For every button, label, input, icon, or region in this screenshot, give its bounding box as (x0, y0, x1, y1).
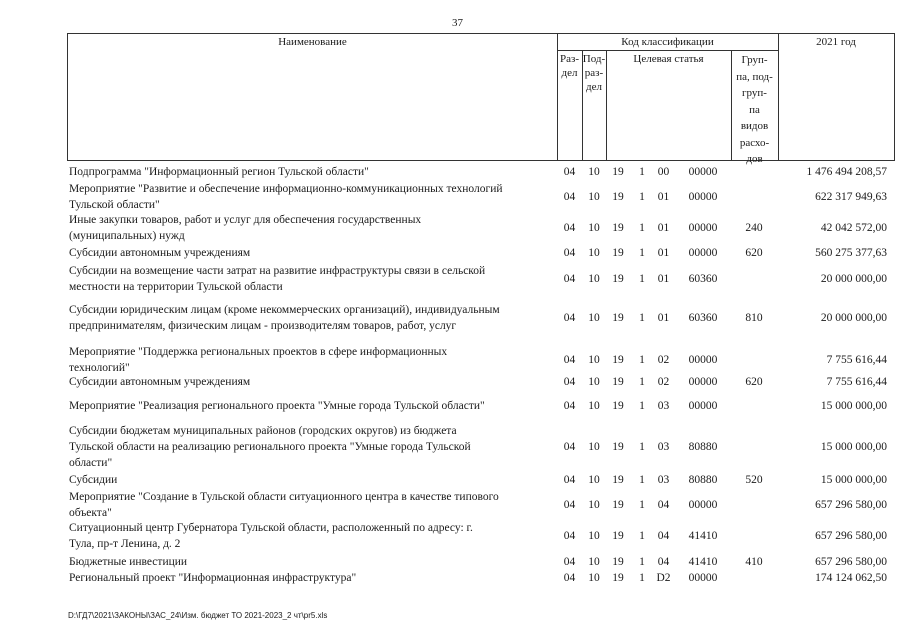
code-target-direction: 60360 (688, 312, 718, 324)
row-name (69, 489, 557, 521)
row-name-line: Субсидии бюджетам муниципальных районов (городских округов) из бюджета (69, 425, 457, 437)
code-expense-type: 620 (745, 247, 763, 259)
code-razdel: 04 (563, 354, 576, 366)
code-target-event: 02 (657, 354, 670, 366)
code-razdel: 04 (563, 222, 576, 234)
table-row (0, 570, 905, 586)
row-name-line: Мероприятие "Создание в Тульской области ситуационного центра в качестве типового (69, 491, 499, 503)
row-amount: 42 042 572,00 (820, 222, 887, 234)
code-podrazdel: 10 (588, 441, 600, 453)
code-target-subprogram: 1 (639, 247, 645, 259)
table-row (0, 398, 905, 414)
row-amount: 174 124 062,50 (815, 572, 887, 584)
code-razdel: 04 (563, 273, 576, 285)
row-name (69, 212, 557, 244)
code-target-program: 19 (612, 312, 624, 324)
code-target-direction: 00000 (688, 354, 718, 366)
row-name (69, 302, 557, 334)
code-target-event: 01 (657, 273, 670, 285)
row-name (69, 263, 557, 295)
table-row (0, 164, 905, 180)
code-target-direction: 60360 (688, 273, 718, 285)
code-razdel: 04 (563, 376, 576, 388)
row-name-line: Подпрограмма "Информационный регион Тульской области" (69, 166, 369, 178)
row-name (69, 245, 557, 261)
code-razdel: 04 (563, 247, 576, 259)
code-target-subprogram: 1 (639, 556, 645, 568)
code-target-direction: 00000 (688, 166, 718, 178)
header-code-group: Код классификации (621, 36, 714, 48)
row-amount: 657 296 580,00 (815, 499, 887, 511)
code-target-subprogram: 1 (639, 474, 645, 486)
row-amount: 560 275 377,63 (815, 247, 887, 259)
row-amount: 20 000 000,00 (820, 312, 887, 324)
code-target-direction: 41410 (688, 530, 718, 542)
header-name-col: Наименование (278, 36, 347, 48)
row-name (69, 164, 557, 180)
page-number: 37 (452, 17, 463, 29)
code-razdel: 04 (563, 499, 576, 511)
code-target-subprogram: 1 (639, 400, 645, 412)
code-podrazdel: 10 (588, 312, 600, 324)
code-target-direction: 00000 (688, 572, 718, 584)
row-name (69, 398, 557, 414)
code-target-program: 19 (612, 499, 624, 511)
row-name-line: Мероприятие "Реализация регионального проекта "Умные города Тульской области" (69, 400, 485, 412)
code-target-event: 04 (657, 530, 670, 542)
code-target-direction: 00000 (688, 222, 718, 234)
row-name (69, 181, 557, 213)
row-name-line: Бюджетные инвестиции (69, 556, 188, 568)
header-razdel: Раз- дел (559, 53, 579, 79)
table-row (0, 181, 905, 213)
code-target-event: 01 (657, 191, 670, 203)
table-row (0, 554, 905, 570)
table-row (0, 374, 905, 390)
row-amount: 622 317 949,63 (815, 191, 887, 203)
row-name-line: технологий" (69, 362, 130, 374)
header-divider (778, 34, 779, 160)
code-target-subprogram: 1 (639, 166, 645, 178)
code-target-event: 03 (657, 400, 670, 412)
header-target: Целевая статья (633, 53, 704, 65)
row-amount: 657 296 580,00 (815, 556, 887, 568)
table-row (0, 520, 905, 552)
row-name-line: Тула, пр-т Ленина, д. 2 (69, 538, 181, 550)
table-header (67, 33, 895, 165)
code-target-event: 00 (657, 166, 670, 178)
row-name (69, 520, 557, 552)
code-target-program: 19 (612, 166, 624, 178)
code-podrazdel: 10 (588, 354, 600, 366)
code-target-direction: 00000 (688, 191, 718, 203)
code-target-direction: 00000 (688, 499, 718, 511)
code-target-program: 19 (612, 400, 624, 412)
row-name-line: Мероприятие "Поддержка региональных проектов в сфере информационных (69, 346, 448, 358)
code-podrazdel: 10 (588, 191, 600, 203)
code-razdel: 04 (563, 441, 576, 453)
code-target-program: 19 (612, 474, 624, 486)
code-podrazdel: 10 (588, 530, 600, 542)
code-target-program: 19 (612, 222, 624, 234)
code-razdel: 04 (563, 556, 576, 568)
code-podrazdel: 10 (588, 166, 600, 178)
code-razdel: 04 (563, 572, 576, 584)
code-target-event: 01 (657, 247, 670, 259)
row-name-line: объекта" (69, 507, 112, 519)
row-name-line: Ситуационный центр Губернатора Тульской области, расположенный по адресу: г. (69, 522, 473, 534)
code-target-subprogram: 1 (639, 222, 645, 234)
code-razdel: 04 (563, 530, 576, 542)
code-target-program: 19 (612, 441, 624, 453)
code-target-direction: 00000 (688, 376, 718, 388)
header-year-col: 2021 год (816, 36, 856, 48)
row-amount: 657 296 580,00 (815, 530, 887, 542)
code-target-subprogram: 1 (639, 191, 645, 203)
row-name-line: Субсидии на возмещение части затрат на развитие инфраструктуры связи в сельской (69, 265, 486, 277)
row-name-line: местности на территории Тульской области (69, 281, 283, 293)
code-podrazdel: 10 (588, 400, 600, 412)
code-target-direction: 80880 (688, 474, 718, 486)
row-amount: 15 000 000,00 (820, 441, 887, 453)
code-target-subprogram: 1 (639, 441, 645, 453)
row-amount: 1 476 494 208,57 (806, 166, 887, 178)
row-amount: 20 000 000,00 (820, 273, 887, 285)
row-name-line: области" (69, 457, 113, 469)
code-podrazdel: 10 (588, 273, 600, 285)
code-target-program: 19 (612, 354, 624, 366)
table-row (0, 489, 905, 521)
code-podrazdel: 10 (588, 556, 600, 568)
code-razdel: 04 (563, 400, 576, 412)
row-name-line: Региональный проект "Информационная инфраструктура" (69, 572, 357, 584)
code-target-event: 02 (657, 376, 670, 388)
code-target-direction: 00000 (688, 400, 718, 412)
code-target-program: 19 (612, 556, 624, 568)
code-target-subprogram: 1 (639, 354, 645, 366)
code-target-event: D2 (656, 572, 671, 584)
code-target-subprogram: 1 (639, 499, 645, 511)
code-target-subprogram: 1 (639, 376, 645, 388)
code-podrazdel: 10 (588, 247, 600, 259)
row-name-line: (муниципальных) нужд (69, 230, 185, 242)
code-target-event: 03 (657, 441, 670, 453)
header-vid: Груп- па, под- груп- па видов расхо- дов (736, 54, 773, 165)
row-name-line: Субсидии автономным учреждениям (69, 376, 251, 388)
code-target-program: 19 (612, 572, 624, 584)
code-target-subprogram: 1 (639, 312, 645, 324)
code-target-direction: 41410 (688, 556, 718, 568)
code-expense-type: 240 (745, 222, 763, 234)
row-amount: 15 000 000,00 (820, 474, 887, 486)
code-podrazdel: 10 (588, 222, 600, 234)
code-target-event: 01 (657, 222, 670, 234)
code-razdel: 04 (563, 474, 576, 486)
row-name (69, 423, 557, 471)
code-target-event: 04 (657, 499, 670, 511)
code-podrazdel: 10 (588, 474, 600, 486)
code-expense-type: 810 (745, 312, 763, 324)
row-amount: 7 755 616,44 (826, 376, 887, 388)
code-target-event: 01 (657, 312, 670, 324)
row-amount: 15 000 000,00 (820, 400, 887, 412)
code-target-subprogram: 1 (639, 530, 645, 542)
code-razdel: 04 (563, 191, 576, 203)
table-row (0, 423, 905, 471)
code-target-program: 19 (612, 247, 624, 259)
row-name (69, 554, 557, 570)
table-row (0, 245, 905, 261)
code-razdel: 04 (563, 166, 576, 178)
row-name-line: Субсидии автономным учреждениям (69, 247, 251, 259)
code-expense-type: 410 (745, 556, 763, 568)
row-name-line: Тульской области" (69, 199, 160, 211)
row-name-line: предпринимателям, физическим лицам - производителям товаров, работ, услуг (69, 320, 457, 332)
table-row (0, 302, 905, 334)
row-name-line: Субсидии юридическим лицам (кроме некоммерческих организаций), индивидуальным (69, 304, 500, 316)
code-target-event: 04 (657, 556, 670, 568)
table-row (0, 263, 905, 295)
code-razdel: 04 (563, 312, 576, 324)
code-target-program: 19 (612, 273, 624, 285)
code-expense-type: 620 (745, 376, 763, 388)
header-divider (557, 50, 778, 51)
code-target-subprogram: 1 (639, 572, 645, 584)
code-podrazdel: 10 (588, 376, 600, 388)
header-divider (606, 51, 607, 160)
code-expense-type: 520 (745, 474, 763, 486)
code-target-direction: 00000 (688, 247, 718, 259)
code-podrazdel: 10 (588, 572, 600, 584)
code-target-program: 19 (612, 530, 624, 542)
code-target-event: 03 (657, 474, 670, 486)
row-name (69, 472, 557, 488)
table-row (0, 212, 905, 244)
row-name (69, 570, 557, 586)
table-row (0, 344, 905, 376)
code-target-subprogram: 1 (639, 273, 645, 285)
code-podrazdel: 10 (588, 499, 600, 511)
row-name (69, 374, 557, 390)
row-amount: 7 755 616,44 (826, 354, 887, 366)
footer-path: D:\ГД7\2021\ЗАКОНЫ\ЗАС_24\Изм. бюджет ТО 2021-2023_2 чт\pr5.xls (68, 611, 328, 620)
code-target-program: 19 (612, 191, 624, 203)
code-target-program: 19 (612, 376, 624, 388)
row-name-line: Субсидии (69, 474, 118, 486)
header-podrazdel: Под- раз- дел (582, 53, 606, 93)
row-name-line: Иные закупки товаров, работ и услуг для обеспечения государственных (69, 214, 422, 226)
row-name-line: Мероприятие "Развитие и обеспечение информационно-коммуникационных технологий (69, 183, 503, 195)
code-target-direction: 80880 (688, 441, 718, 453)
table-row (0, 472, 905, 488)
row-name-line: Тульской области на реализацию регионального проекта "Умные города Тульской (69, 441, 471, 453)
row-name (69, 344, 557, 376)
